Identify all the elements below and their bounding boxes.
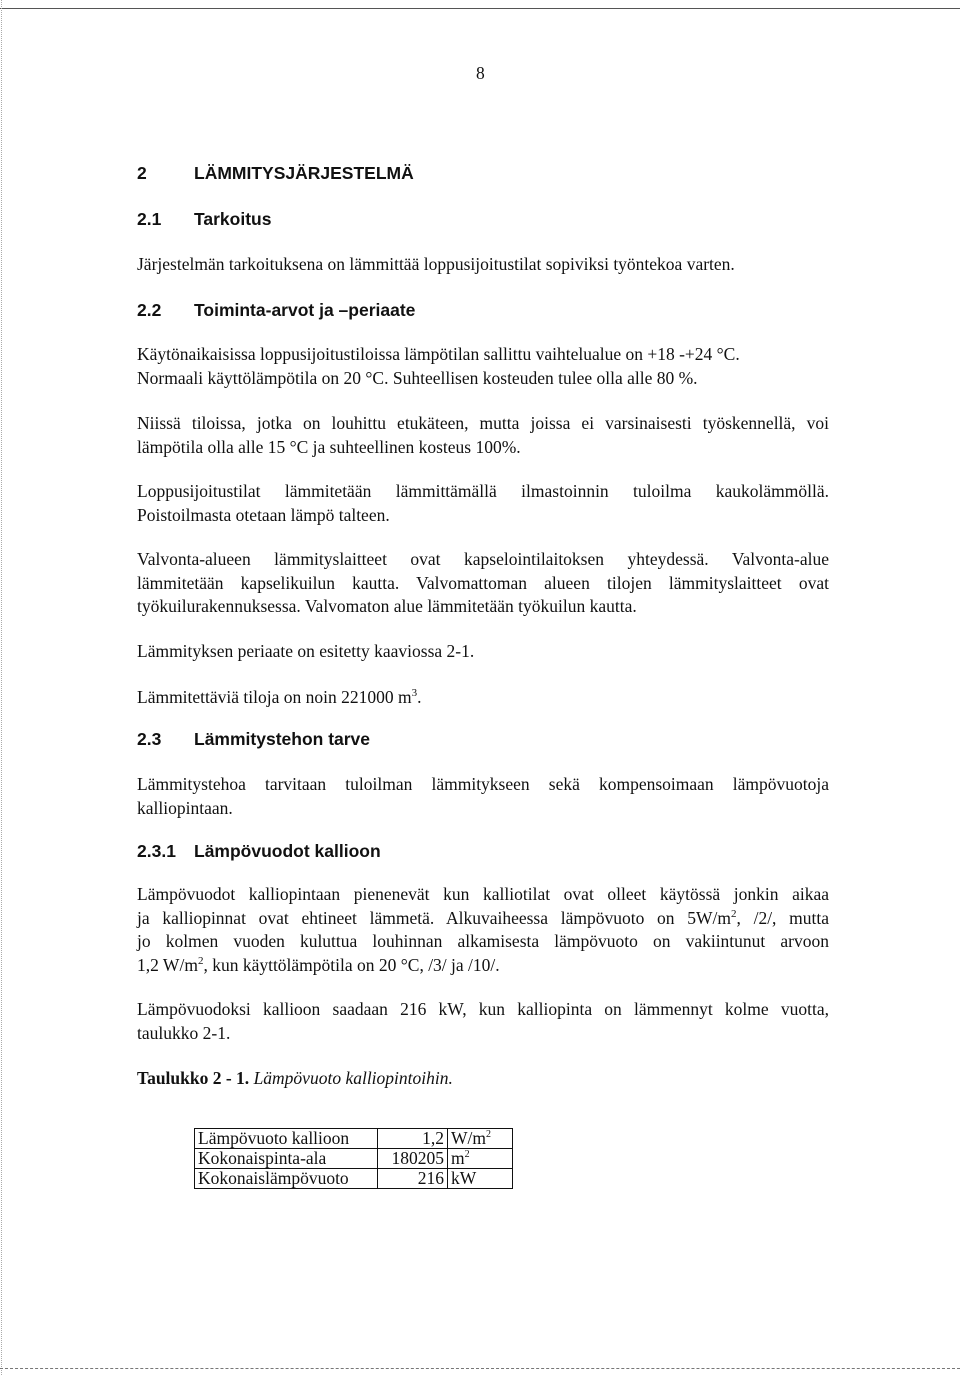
page-number: 8 — [476, 63, 485, 83]
heading-title: Lämpövuodot kallioon — [194, 841, 381, 861]
text-line: lämpötila olla alle 15 °C ja suhteellinen kosteus 100%. — [137, 436, 521, 457]
heading-number: 2.3 — [137, 729, 162, 749]
unit-text: kW — [451, 1168, 477, 1188]
paragraph-control-area — [137, 548, 829, 619]
table-cell-name: Kokonaislämpövuoto — [195, 1169, 378, 1189]
paragraph-heating-method — [137, 480, 829, 527]
text-line: Lämpövuodoksi kallioon saadaan 216 kW, kun kalliopinta on lämmennyt kolme vuotta, — [137, 999, 829, 1019]
text-line: Niissä tiloissa, jotka on louhittu etukäteen, mutta joissa ei varsinaisesti työskennellä, voi — [137, 413, 829, 433]
text-line: Käytönaikaisissa loppusijoitustiloissa lämpötilan sallittu vaihtelualue on +18 -+24 °C. — [137, 344, 740, 364]
superscript: 2 — [731, 907, 737, 920]
heading-number: 2.1 — [137, 209, 162, 229]
table-cell-unit — [448, 1149, 513, 1169]
heat-loss-table — [194, 1128, 513, 1189]
heading-2 — [137, 163, 414, 184]
text-run: , kun käyttölämpötila on 20 °C, /3/ ja /10/. — [203, 954, 500, 975]
text-line: Valvonta-alueen lämmityslaitteet ovat kapselointilaitoksen yhteydessä. Valvonta-alue — [137, 549, 829, 569]
table-cell-name: Kokonaispinta-ala — [195, 1149, 378, 1169]
superscript: 3 — [411, 687, 418, 700]
table-cell-value: 180205 — [378, 1149, 448, 1169]
text-line: kalliopintaan. — [137, 797, 233, 818]
table-cell-unit — [448, 1129, 513, 1149]
heading-title: Toiminta-arvot ja –periaate — [194, 300, 416, 320]
heading-title: Tarkoitus — [194, 209, 272, 229]
text-line: Loppusijoitustilat lämmitetään lämmittämällä ilmastoinnin tuloilma kaukolämmöllä. — [137, 481, 829, 501]
superscript: 2 — [197, 954, 204, 967]
text-line — [137, 907, 829, 931]
table-row — [195, 1129, 513, 1149]
text-line — [137, 686, 829, 710]
table-cell-unit — [448, 1169, 513, 1189]
table-cell-value: 1,2 — [378, 1129, 448, 1149]
text-line: Lämmitystehoa tarvitaan tuloilman lämmitykseen sekä kompensoimaan lämpövuotoja — [137, 774, 829, 794]
text-run: Lämmitettäviä tiloja on noin 221000 m — [137, 687, 412, 707]
text-line: jo kolmen vuoden kuluttua louhinnan alkamisesta lämpövuoto on vakiintunut arvoon — [137, 931, 829, 951]
heading-number: 2 — [137, 163, 147, 183]
scan-left-edge — [1, 0, 2, 1375]
table-cell-name: Lämpövuoto kallioon — [195, 1129, 378, 1149]
text-line: lämmitetään kapselikuilun kautta. Valvomattoman alueen tilojen lämmityslaitteet ovat — [137, 572, 829, 593]
heading-2-1 — [137, 209, 272, 230]
text-line: Poistoilmasta otetaan lämpö talteen. — [137, 504, 390, 525]
text-line — [137, 954, 829, 978]
unit-text: W/m — [451, 1128, 486, 1148]
heading-title: Lämmitystehon tarve — [194, 729, 371, 749]
text-run: . — [417, 687, 422, 707]
paragraph-purpose — [137, 253, 829, 277]
heading-2-3-1 — [137, 841, 381, 862]
heading-number: 2.2 — [137, 300, 162, 320]
text-run: , /2/, mutta — [736, 907, 829, 928]
text-run: ja kalliopinnat ovat ehtineet lämmetä. Alkuvaiheessa lämpövuoto on 5W/m — [137, 907, 731, 928]
paragraph-total-loss — [137, 998, 829, 1045]
paragraph-temperature-range — [137, 343, 829, 390]
scan-top-rule — [0, 8, 960, 9]
table-row — [195, 1169, 513, 1189]
scan-bottom-rule — [0, 1368, 960, 1369]
text-line: työkuilurakennuksessa. Valvomaton alue lämmitetään työkuilun kautta. — [137, 596, 637, 616]
unit-superscript: 2 — [486, 1129, 491, 1141]
heading-number: 2.3.1 — [137, 841, 176, 861]
text-run: 1,2 W/m — [137, 954, 198, 975]
table-row — [195, 1149, 513, 1169]
paragraph-unworked-spaces — [137, 412, 829, 459]
heading-2-2 — [137, 300, 416, 321]
heading-title: LÄMMITYSJÄRJESTELMÄ — [194, 163, 414, 183]
paragraph-diagram-reference — [137, 640, 829, 664]
table-caption-title: Lämpövuoto kalliopintoihin. — [253, 1068, 453, 1088]
table-caption — [137, 1068, 453, 1089]
table-cell-value: 216 — [378, 1169, 448, 1189]
paragraph-heating-power-need — [137, 773, 829, 820]
paragraph-heated-volume — [137, 686, 829, 710]
text-line: Järjestelmän tarkoituksena on lämmittää loppusijoitustilat sopiviksi työntekoa varten. — [137, 254, 735, 274]
text-line: Lämpövuodot kalliopintaan pienenevät kun kalliotilat ovat olleet käytössä jonkin aikaa — [137, 884, 829, 904]
unit-superscript: 2 — [464, 1149, 470, 1161]
text-line: taulukko 2-1. — [137, 1022, 231, 1043]
unit-text: m — [451, 1148, 465, 1168]
text-line: Lämmityksen periaate on esitetty kaaviossa 2-1. — [137, 641, 475, 661]
text-line: Normaali käyttölämpötila on 20 °C. Suhteellisen kosteuden tulee olla alle 80 %. — [137, 367, 698, 388]
paragraph-heat-losses — [137, 883, 829, 977]
table-caption-label: Taulukko 2 - 1. — [137, 1068, 250, 1088]
heading-2-3 — [137, 729, 371, 750]
